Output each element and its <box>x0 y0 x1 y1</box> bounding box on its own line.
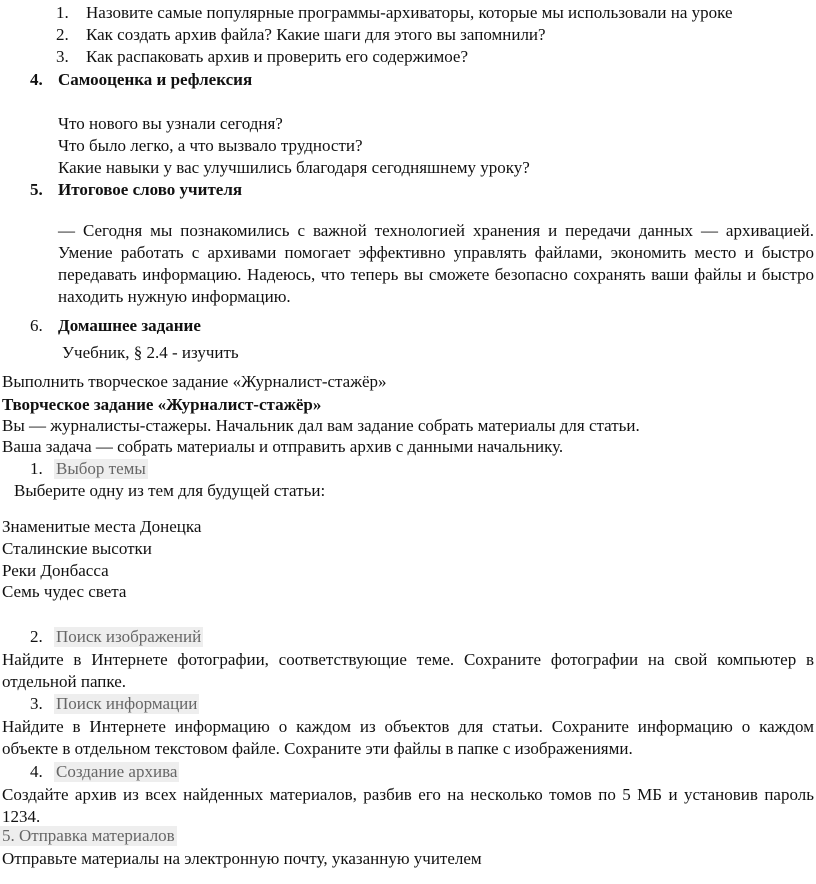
step-text: Создайте архив из всех найденных материалов, разбив его на несколько томов по 5 МБ и установив пароль 1234. <box>2 785 814 826</box>
step-text: Найдите в Интернете информацию о каждом из объектов для статьи. Сохраните информацию о каждом объекте в отдельном текстовом файле. Сохраните эти файлы в папке с изображениями. <box>2 717 814 758</box>
teacher-closing-paragraph: — Сегодня мы познакомились с важной технологией хранения и передачи данных — архивацией. Умение работать с архивами помогает эффективно управлять файлами, экономить место и быстро передавать информацию. Надеюсь, что теперь вы сможете безопасно сохранять ваши файлы и быстро находить нужную информацию. <box>58 221 814 306</box>
step-text: Отправьте материалы на электронную почту, указанную учителем <box>2 849 482 868</box>
task-intro: Выполнить творческое задание «Журналист-стажёр» <box>2 372 387 391</box>
question-text: Назовите самые популярные программы-архиваторы, которые мы использовали на уроке <box>86 3 733 22</box>
homework-textbook: Учебник, § 2.4 - изучить <box>62 343 239 362</box>
question-number: 3. <box>56 47 69 66</box>
topic-item: Сталинские высотки <box>2 539 152 558</box>
topic-item: Семь чудес света <box>2 582 127 601</box>
topic-item: Реки Донбасса <box>2 561 109 580</box>
task-title: Творческое задание «Журналист-стажёр» <box>2 395 322 414</box>
step-text: Найдите в Интернете фотографии, соответствующие теме. Сохраните фотографии на свой компьютер в отдельной папке. <box>2 650 814 691</box>
step-heading: Поиск информации <box>56 694 198 713</box>
step-heading: Выбор темы <box>56 459 146 478</box>
reflection-question: Что нового вы узнали сегодня? <box>58 114 283 133</box>
task-paragraph: Ваша задача — собрать материалы и отправить архив с данными начальнику. <box>2 437 564 456</box>
section-heading: Домашнее задание <box>58 316 201 335</box>
step-number: 3. <box>30 694 43 713</box>
topic-item: Знаменитые места Донецка <box>2 517 202 536</box>
step-heading: Поиск изображений <box>56 627 202 646</box>
section-number: 4. <box>30 70 43 89</box>
section-heading: Самооценка и рефлексия <box>58 70 253 89</box>
step-number: 1. <box>30 459 43 478</box>
task-paragraph: Вы — журналисты-стажеры. Начальник дал вам задание собрать материалы для статьи. <box>2 416 640 435</box>
section-heading: Итоговое слово учителя <box>58 180 243 199</box>
step-heading: Создание архива <box>56 762 178 781</box>
step-number: 2. <box>30 627 43 646</box>
question-text: Как создать архив файла? Какие шаги для этого вы запомнили? <box>86 25 546 44</box>
step-text: Выберите одну из тем для будущей статьи: <box>14 481 326 500</box>
question-number: 1. <box>56 3 69 22</box>
step-heading: 5. Отправка материалов <box>2 826 175 845</box>
question-text: Как распаковать архив и проверить его содержимое? <box>86 47 469 66</box>
reflection-question: Какие навыки у вас улучшились благодаря сегодняшнему уроку? <box>58 158 530 177</box>
reflection-question: Что было легко, а что вызвало трудности? <box>58 136 363 155</box>
section-number: 5. <box>30 180 43 199</box>
step-number: 4. <box>30 762 43 781</box>
section-number: 6. <box>30 316 43 335</box>
question-number: 2. <box>56 25 69 44</box>
